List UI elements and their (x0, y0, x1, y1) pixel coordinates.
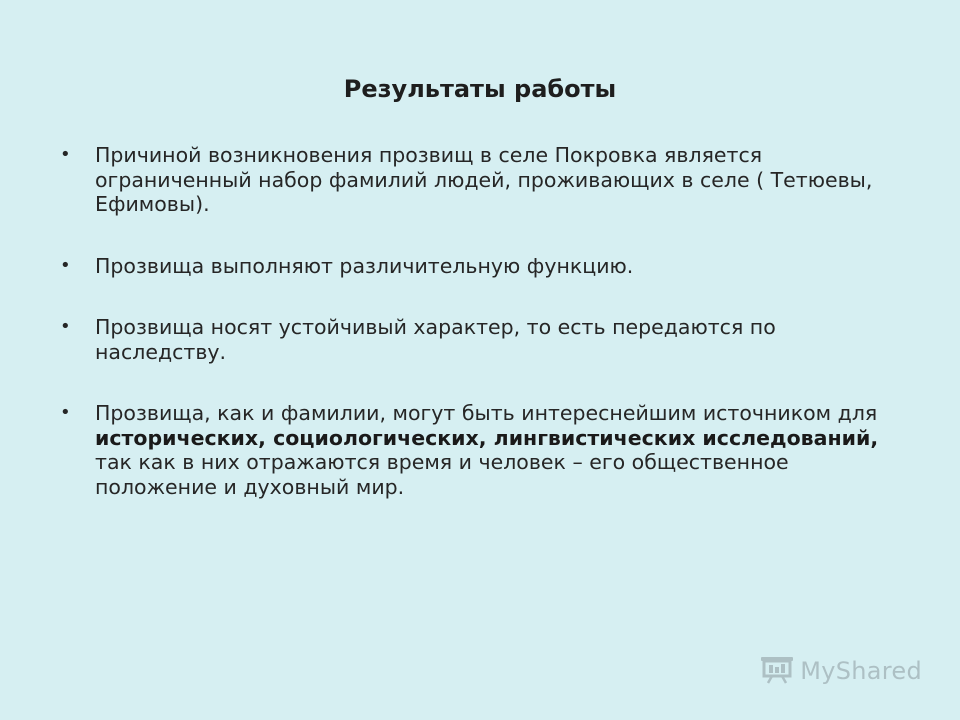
watermark-text: MyShared (800, 657, 922, 685)
bullet-item (55, 401, 905, 499)
bullet-segment: Причиной возникновения прозвищ в селе Покровка является ограниченный набор фамилий людей, проживающих в селе ( Тетюевы, Ефимовы). (95, 143, 873, 216)
myshared-logo-icon (760, 654, 794, 688)
bullet-segment-bold: исторических, социологических, лингвистических исследований, (95, 425, 879, 450)
watermark (760, 654, 922, 688)
bullet-dot-icon: • (60, 254, 71, 276)
bullet-dot-icon: • (60, 316, 71, 337)
bullet-item (55, 143, 905, 217)
bullet-text (95, 401, 878, 499)
bullet-segment: Прозвища выполняют различительную функцию. (95, 253, 634, 278)
bullet-item (55, 254, 905, 279)
slide-title: Результаты работы (343, 75, 617, 103)
bullet-segment: Прозвища носят устойчивый характер, то есть передаются по наследству. (95, 315, 776, 364)
bullet-dot-icon: • (60, 144, 71, 165)
bullet-segment: Прозвища, как и фамилии, могут быть интереснейшим источником для (95, 401, 878, 425)
bullet-dot-icon: • (60, 402, 71, 423)
bullet-list (55, 143, 905, 536)
bullet-segment: так как в них отражаются время и человек – его общественное положение и духовный мир. (95, 450, 789, 499)
bullet-text (95, 143, 872, 216)
bullet-item (55, 315, 905, 364)
bullet-text (95, 254, 633, 278)
bullet-text (95, 315, 776, 364)
